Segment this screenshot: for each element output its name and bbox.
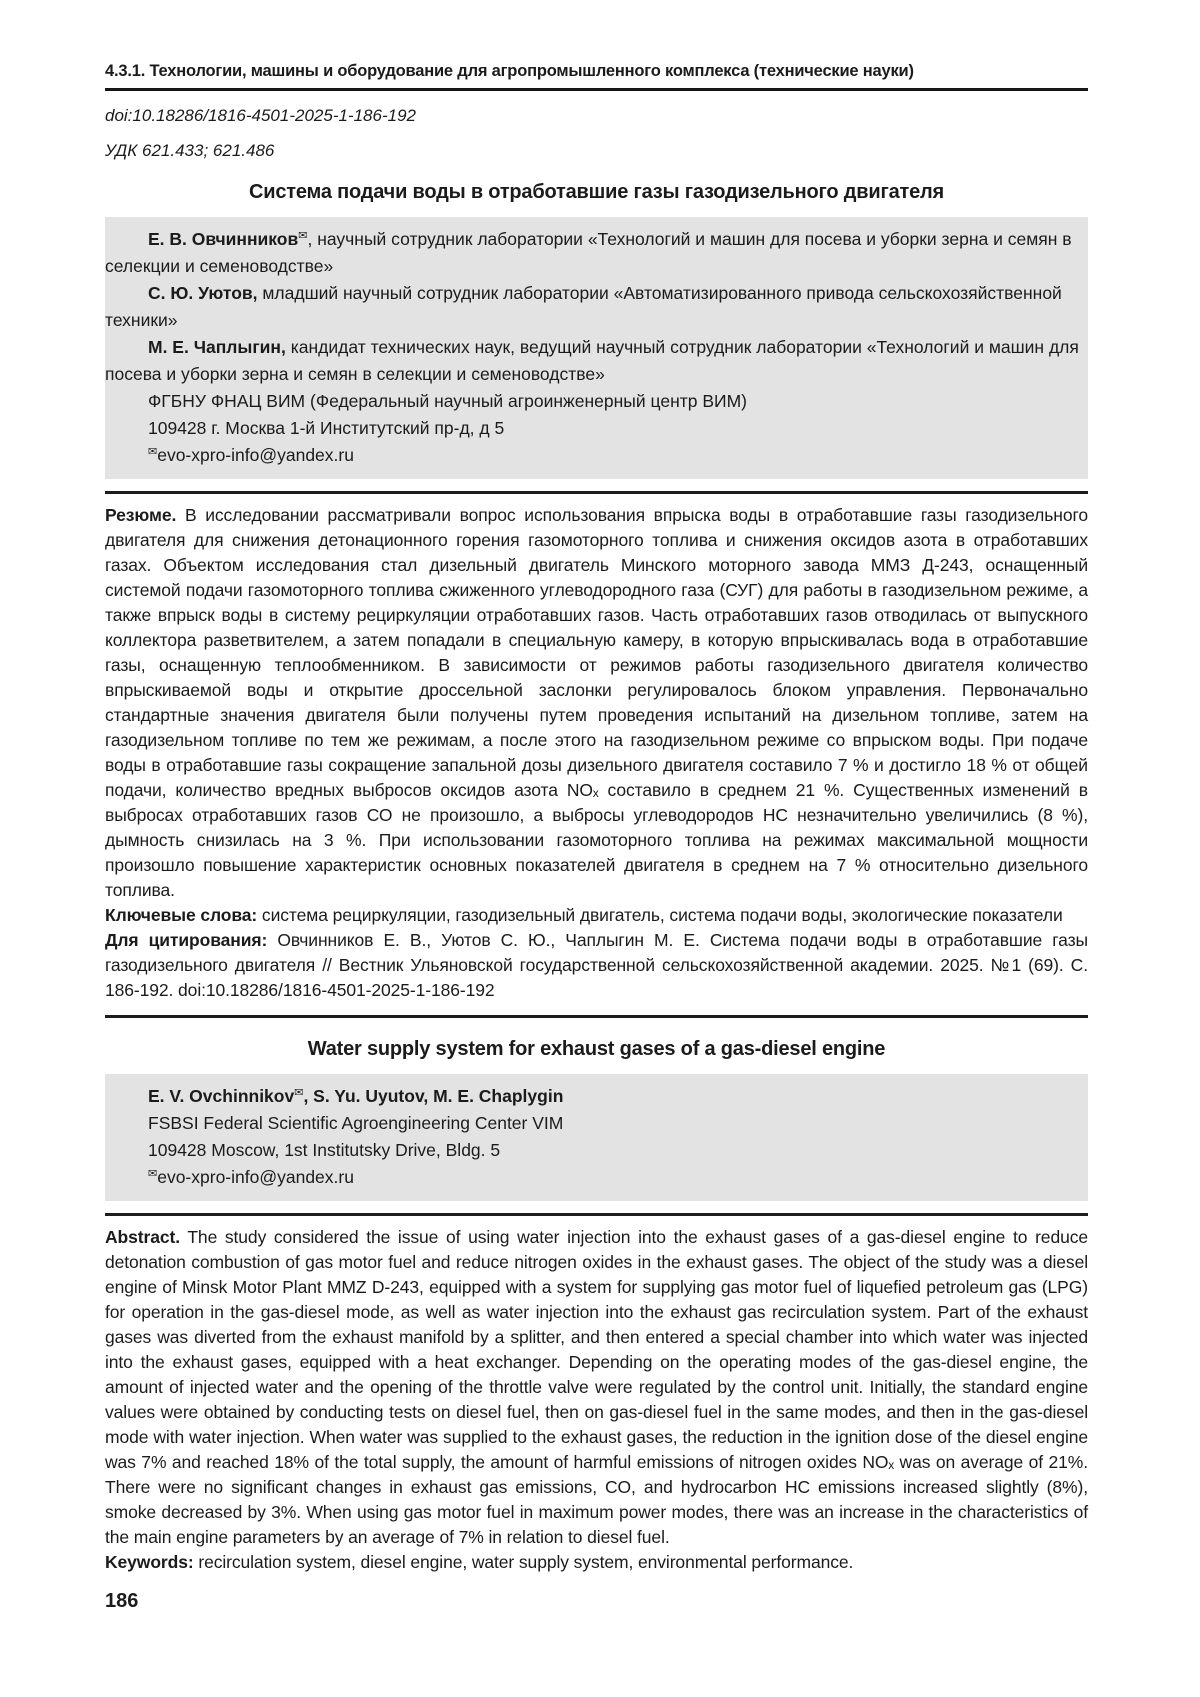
authors-block-en (105, 1074, 1088, 1201)
keywords-label-en: Keywords: (105, 1552, 194, 1572)
author-role: младший научный сотрудник лаборатории «Автоматизированного привода сельскохозяйственной техники» (105, 283, 1062, 330)
affiliation-en: FSBSI Federal Scientific Agroengineering Center VIM (148, 1113, 564, 1133)
abstract-text-en: The study considered the issue of using water injection into the exhaust gases of a gas-diesel engine to reduce detonation combustion of gas motor fuel and reduce nitrogen oxides in the exhaust gases. The object of the study was a diesel engine of Minsk Motor Plant MMZ D-243, equipped with a system for supplying gas motor fuel of liquefied petroleum gas (LPG) for operation in the gas-diesel mode, as well as water injection into the exhaust gas recirculation system. Part of the exhaust gases was diverted from the exhaust manifold by a splitter, and then entered a special chamber into which water was injected into the exhaust gases, equipped with a heat exchanger. Depending on the operating modes of the gas-diesel engine, the amount of injected water and the opening of the throttle valve were regulated by the control unit. Initially, the standard engine values were obtained by conducting tests on diesel fuel, then on gas-diesel fuel in the same modes, and then in the gas-diesel mode with water injection. When water was supplied to the exhaust gases, the reduction in the ignition dose of the diesel engine was 7% and reached 18% of the total supply, the amount of harmful emissions of nitrogen oxides NOₓ was on average of 21%. There were no significant changes in exhaust gas emissions, CO, and hydrocarbon HC emissions increased slightly (8%), smoke decreased by 3%. When using gas motor fuel in maximum power modes, there was an increase in the characteristics of the main engine parameters by an average of 7% in relation to diesel fuel. (105, 1227, 1088, 1547)
citation-label-ru: Для цитирования: (105, 930, 268, 950)
article-title-en: Water supply system for exhaust gases of a gas-diesel engine (307, 1038, 886, 1060)
email-text: evo-xpro-info@yandex.ru (157, 445, 354, 465)
author-paragraph (105, 226, 1084, 280)
abstract-en (105, 1225, 1088, 1550)
author-paragraph (105, 280, 1084, 334)
email-text: evo-xpro-info@yandex.ru (157, 1167, 354, 1187)
abstract-label-ru: Резюме. (105, 505, 177, 525)
keywords-text-ru: система рециркуляции, газодизельный двигатель, система подачи воды, экологические показатели (257, 905, 1063, 925)
author-paragraph (105, 334, 1084, 388)
abstract-ru (105, 503, 1088, 903)
author-role: , научный сотрудник лаборатории «Технологий и машин для посева и уборки зерна и семян в селекции и семеноводстве» (105, 229, 1072, 276)
email-line-en (105, 1164, 1084, 1191)
divider (105, 491, 1088, 494)
udk-line: УДК 621.433; 621.486 (105, 141, 275, 160)
author-name: E. V. Ovchinnikov (148, 1086, 295, 1106)
section-header: 4.3.1. Технологии, машины и оборудование для агропромышленного комплекса (технические науки) (105, 62, 1088, 91)
author-name: М. Е. Чаплыгин, (148, 337, 286, 357)
keywords-label-ru: Ключевые слова: (105, 905, 258, 925)
author-name: С. Ю. Уютов, (148, 283, 258, 303)
envelope-icon: ✉ (148, 1168, 158, 1180)
abstract-text-ru: В исследовании рассматривали вопрос использования впрыска воды в отработавшие газы газодизельного двигателя для снижения детонационного горения газомоторного топлива и снижения оксидов азота в отработавших газах. Объектом исследования стал дизельный двигатель Минского моторного завода ММЗ Д-243, оснащенный системой подачи газомоторного топлива сжиженного углеводородного газа (СУГ) для работы в газодизельном режиме, а также впрыск воды в систему рециркуляции отработавших газов. Часть отработавших газов отводилась от выпускного коллектора разветвителем, а затем попадали в специальную камеру, в которую впрыскивалась вода в отработавшие газы, оснащенную теплообменником. В зависимости от режимов работы газодизельного двигателя количество впрыскиваемой воды и открытие дроссельной заслонки регулировалось блоком управления. Первоначально стандартные значения двигателя были получены путем проведения испытаний на дизельном топливе, затем на газодизельном топливе по тем же режимам, а после этого на газодизельном режиме со впрыском воды. При подаче воды в отработавшие газы сокращение запальной дозы дизельного двигателя составило 7 % и достигло 18 % от общей подачи, количество вредных выбросов оксидов азота NOₓ составило в среднем 21 %. Существенных изменений в выбросах отработавших газов СО не произошло, а выбросы углеводородов НС незначительно увеличились (8 %), дымность снизилась на 3 %. При использовании газомоторного топлива на режимах максимальной мощности произошло повышение характеристик основных показателей двигателя в среднем на 7 % относительно дизельного топлива. (105, 505, 1088, 900)
abstract-label-en: Abstract. (105, 1227, 180, 1247)
keywords-en (105, 1550, 1088, 1575)
envelope-icon: ✉ (294, 1087, 304, 1099)
page-number: 186 (105, 1590, 139, 1612)
address-en: 109428 Moscow, 1st Institutsky Drive, Bldg. 5 (148, 1140, 501, 1160)
doi-line: doi:10.18286/1816-4501-2025-1-186-192 (105, 106, 416, 125)
citation-text-ru: Овчинников Е. В., Уютов С. Ю., Чаплыгин М. Е. Система подачи воды в отработавшие газы газодизельного двигателя // Вестник Ульяновской государственной сельскохозяйственной академии. 2025. №1 (69). С. 186-192. doi:10.18286/1816-4501-2025-1-186-192 (105, 930, 1088, 1000)
email-line-ru (105, 442, 1084, 469)
divider (105, 1015, 1088, 1018)
author-name: Е. В. Овчинников (148, 229, 299, 249)
envelope-icon: ✉ (148, 446, 158, 458)
divider (105, 1213, 1088, 1216)
affiliation-ru: ФГБНУ ФНАЦ ВИМ (Федеральный научный агроинженерный центр ВИМ) (148, 391, 747, 411)
article-title-ru: Система подачи воды в отработавшие газы газодизельного двигателя (248, 181, 945, 203)
authors-line-en (105, 1083, 1084, 1110)
keywords-text-en: recirculation system, diesel engine, water supply system, environmental performance. (193, 1552, 854, 1572)
address-ru: 109428 г. Москва 1-й Институтский пр-д, д 5 (148, 418, 505, 438)
author-names-rest: , S. Yu. Uyutov, M. E. Chaplygin (303, 1086, 564, 1106)
author-role: кандидат технических наук, ведущий научный сотрудник лаборатории «Технологий и машин для посева и уборки зерна и семян в селекции и семеноводстве» (105, 337, 1079, 384)
keywords-ru (105, 903, 1088, 928)
authors-block-ru (105, 217, 1088, 479)
citation-ru (105, 928, 1088, 1003)
envelope-icon: ✉ (298, 230, 308, 242)
